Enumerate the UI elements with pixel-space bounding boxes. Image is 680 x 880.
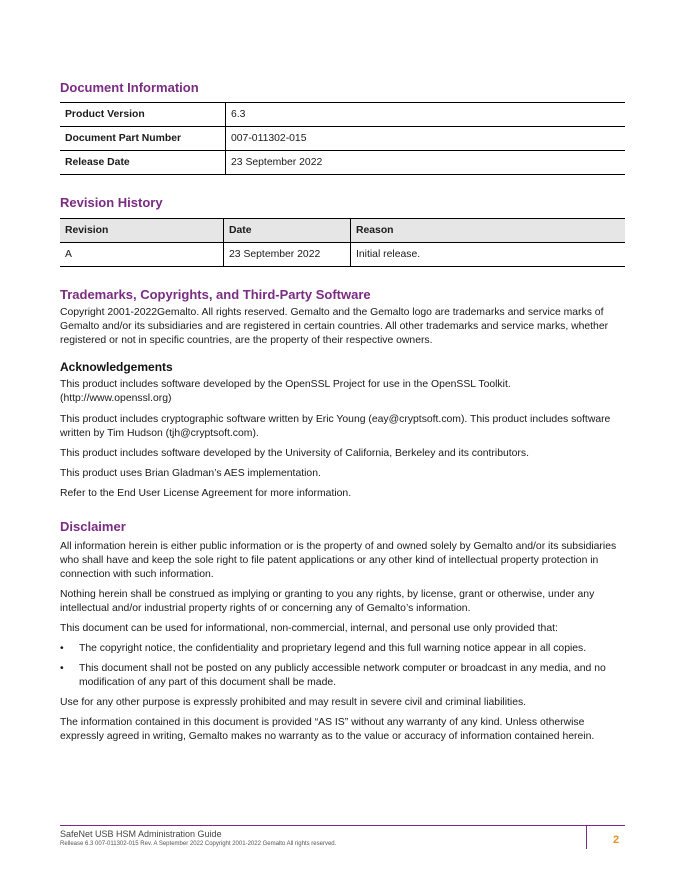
table-row xyxy=(60,103,625,127)
ack-paragraph: This product includes cryptographic software written by Eric Young (eay@cryptsoft.com). This product includes software written by Tim Hudson (tjh@cryptsoft.com). xyxy=(60,414,611,439)
date-cell: 23 September 2022 xyxy=(224,243,351,267)
revision-heading: Revision History xyxy=(60,195,163,210)
disclaimer-paragraph: This document can be used for informational, non-commercial, internal, and personal use only provided that: xyxy=(60,623,558,634)
page-footer xyxy=(60,825,625,849)
table-row xyxy=(60,151,625,175)
table-row xyxy=(60,243,625,267)
ack-paragraph: Refer to the End User License Agreement for more information. xyxy=(60,488,352,499)
column-header-revision: Revision xyxy=(60,219,224,243)
disclaimer-paragraph: All information herein is either public information or is the property of and owned solely by Gemalto and/or its subsidiaries who shall have and keep the sole right to file patent applications or any other kind of intellectual property protection in connection with such information. xyxy=(60,541,617,580)
table-header-row xyxy=(60,219,625,243)
disclaimer-bullet-list xyxy=(60,642,625,690)
doc-info-value: 6.3 xyxy=(226,103,626,127)
table-row xyxy=(60,127,625,151)
ack-paragraph: This product includes software developed by the University of California, Berkeley and its contributors. xyxy=(60,448,529,459)
doc-info-label: Release Date xyxy=(60,151,226,175)
disclaimer-paragraph: Nothing herein shall be construed as implying or granting to you any rights, by license, grant or otherwise, under any intellectual and/or industrial property rights of or concerning any of Gemalto’s information. xyxy=(60,589,595,614)
disclaimer-paragraph: Use for any other purpose is expressly prohibited and may result in severe civil and criminal liabilities. xyxy=(60,697,527,708)
disclaimer-paragraph: The information contained in this document is provided “AS IS” without any warranty of any kind. Unless otherwise expressly agreed in writing, Gemalto makes no warranty as to the value or accuracy of information contained herein. xyxy=(60,717,595,742)
list-item-text: This document shall not be posted on any publicly accessible network computer or broadcast in any media, and no modification of any part of this document shall be made. xyxy=(79,663,606,688)
disclaimer-heading: Disclaimer xyxy=(60,519,126,534)
ack-paragraph: This product includes software developed by the OpenSSL Project for use in the OpenSSL Toolkit. (http://www.openssl.org) xyxy=(60,379,511,404)
acknowledgements-heading: Acknowledgements xyxy=(60,360,173,374)
list-item xyxy=(60,662,625,690)
column-header-reason: Reason xyxy=(351,219,626,243)
doc-info-value: 23 September 2022 xyxy=(226,151,626,175)
footer-title: SafeNet USB HSM Administration Guide xyxy=(60,829,222,839)
footer-release-info: Rellease 6.3 007-011302-015 Rev. A September 2022 Copyright 2001-2022 Gemalto All rights reserved. xyxy=(60,841,337,847)
doc-info-heading: Document Information xyxy=(60,80,199,95)
reason-cell: Initial release. xyxy=(351,243,626,267)
doc-info-label: Product Version xyxy=(60,103,226,127)
list-item xyxy=(60,642,625,656)
bullet-icon: • xyxy=(60,663,64,674)
page-number: 2 xyxy=(613,834,620,846)
column-header-date: Date xyxy=(224,219,351,243)
list-item-text: The copyright notice, the confidentiality and proprietary legend and this full warning notice appear in all copies. xyxy=(79,643,587,654)
bullet-icon: • xyxy=(60,643,64,654)
doc-info-table xyxy=(60,102,625,175)
doc-info-value: 007-011302-015 xyxy=(226,127,626,151)
ack-paragraph: This product uses Brian Gladman’s AES implementation. xyxy=(60,468,321,479)
revision-cell: A xyxy=(60,243,224,267)
footer-divider xyxy=(586,826,587,849)
doc-info-label: Document Part Number xyxy=(60,127,226,151)
revision-table xyxy=(60,218,625,267)
trademarks-text: Copyright 2001-2022Gemalto. All rights reserved. Gemalto and the Gemalto logo are trademarks and service marks of Gemalto and/or its subsidiaries and are registered in certain countries. All other trademarks and service marks, whether registered or not in specific countries, are the property of their respective owners. xyxy=(60,307,609,346)
trademarks-heading: Trademarks, Copyrights, and Third-Party Software xyxy=(60,287,371,302)
